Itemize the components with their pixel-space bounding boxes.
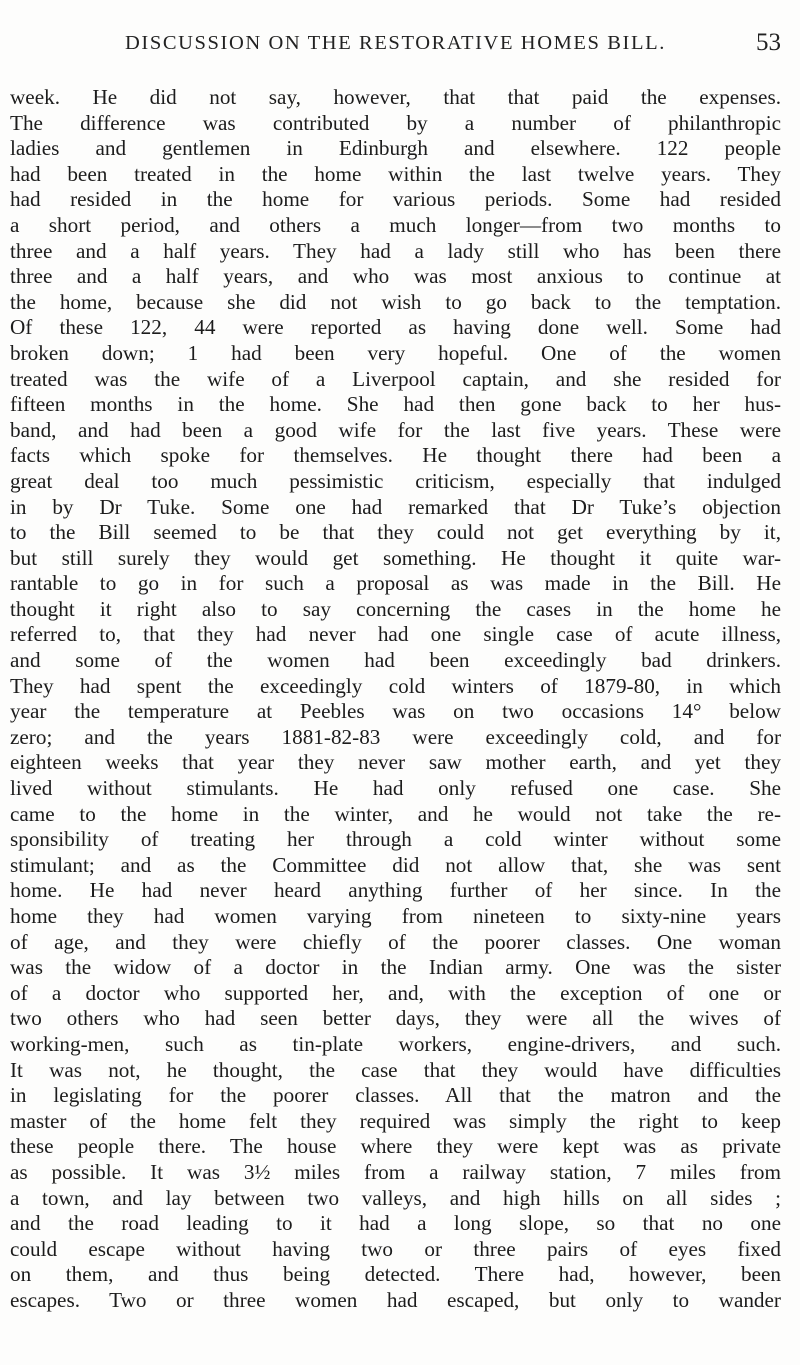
text-line: thought it right also to say concerning the cases in the home he (10, 596, 781, 621)
text-line: came to the home in the winter, and he would not take the re- (10, 801, 781, 826)
text-line: and some of the women had been exceedingly bad drinkers. (10, 648, 781, 673)
text-line: of a doctor who supported her, and, with the exception of one or (10, 980, 781, 1005)
text-line: band, and had been a good wife for the last five years. These were (10, 417, 781, 442)
text-line: in by Dr Tuke. Some one had remarked that Dr Tuke’s objection (10, 494, 781, 519)
text-line: but still surely they would get something. He thought it quite war- (10, 545, 781, 570)
text-line: in legislating for the poorer classes. All that the matron and the (10, 1083, 781, 1108)
text-line: could escape without having two or three pairs of eyes fixed (10, 1236, 781, 1261)
text-line: as possible. It was 3½ miles from a railway station, 7 miles from (10, 1159, 781, 1184)
text-line: master of the home felt they required was simply the right to keep (10, 1108, 781, 1133)
text-line: sponsibility of treating her through a cold winter without some (10, 827, 781, 852)
text-line: home. He had never heard anything further of her since. In the (10, 878, 781, 903)
text-line: was the widow of a doctor in the Indian army. One was the sister (10, 955, 781, 980)
text-line: two others who had seen better days, they were all the wives of (10, 1006, 781, 1031)
text-line: broken down; 1 had been very hopeful. One of the women (10, 340, 781, 365)
text-line: stimulant; and as the Committee did not allow that, she was sent (10, 852, 781, 877)
text-line: great deal too much pessimistic criticism, especially that indulged (10, 468, 781, 493)
text-line: working-men, such as tin-plate workers, engine-drivers, and such. (10, 1031, 781, 1056)
text-line: facts which spoke for themselves. He thought there had been a (10, 443, 781, 468)
text-line: the home, because she did not wish to go back to the temptation. (10, 289, 781, 314)
running-head (10, 29, 781, 66)
text-line: zero; and the years 1881-82-83 were exceedingly cold, and for (10, 724, 781, 749)
text-line: eighteen weeks that year they never saw mother earth, and yet they (10, 750, 781, 775)
running-title: DISCUSSION ON THE RESTORATIVE HOMES BILL. (125, 32, 666, 54)
text-line: and the road leading to it had a long slope, so that no one (10, 1211, 781, 1236)
text-line: a town, and lay between two valleys, and high hills on all sides ; (10, 1185, 781, 1210)
text-line: treated was the wife of a Liverpool captain, and she resided for (10, 366, 781, 391)
text-line: of age, and they were chiefly of the poorer classes. One woman (10, 929, 781, 954)
text-line: had resided in the home for various periods. Some had resided (10, 187, 781, 212)
text-line: these people there. The house where they were kept was as private (10, 1134, 781, 1159)
text-line: on them, and thus being detected. There had, however, been (10, 1262, 781, 1287)
text-line: referred to, that they had never had one single case of acute illness, (10, 622, 781, 647)
text-line: fifteen months in the home. She had then gone back to her hus- (10, 392, 781, 417)
text-line: ladies and gentlemen in Edinburgh and elsewhere. 122 people (10, 136, 781, 161)
text-line: a short period, and others a much longer—from two months to (10, 212, 781, 237)
text-line: to the Bill seemed to be that they could not get everything by it, (10, 520, 781, 545)
text-line: lived without stimulants. He had only refused one case. She (10, 776, 781, 801)
text-line: week. He did not say, however, that that paid the expenses. (10, 85, 781, 109)
text-line: They had spent the exceedingly cold winters of 1879-80, in which (10, 673, 781, 698)
text-line: escapes. Two or three women had escaped, but only to wander (10, 1287, 781, 1312)
page-number: 53 (756, 29, 781, 56)
text-line: rantable to go in for such a proposal as was made in the Bill. He (10, 571, 781, 596)
text-line: The difference was contributed by a number of philanthropic (10, 110, 781, 135)
text-line: had been treated in the home within the last twelve years. They (10, 161, 781, 186)
text-line: Of these 122, 44 were reported as having done well. Some had (10, 315, 781, 340)
text-line: home they had women varying from nineteen to sixty-nine years (10, 904, 781, 928)
text-line: three and a half years. They had a lady still who has been there (10, 238, 781, 263)
text-line: three and a half years, and who was most anxious to continue at (10, 264, 781, 289)
text-line: year the temperature at Peebles was on two occasions 14° below (10, 699, 781, 724)
body-text (10, 85, 781, 1314)
text-line: It was not, he thought, the case that they would have difficulties (10, 1057, 781, 1082)
